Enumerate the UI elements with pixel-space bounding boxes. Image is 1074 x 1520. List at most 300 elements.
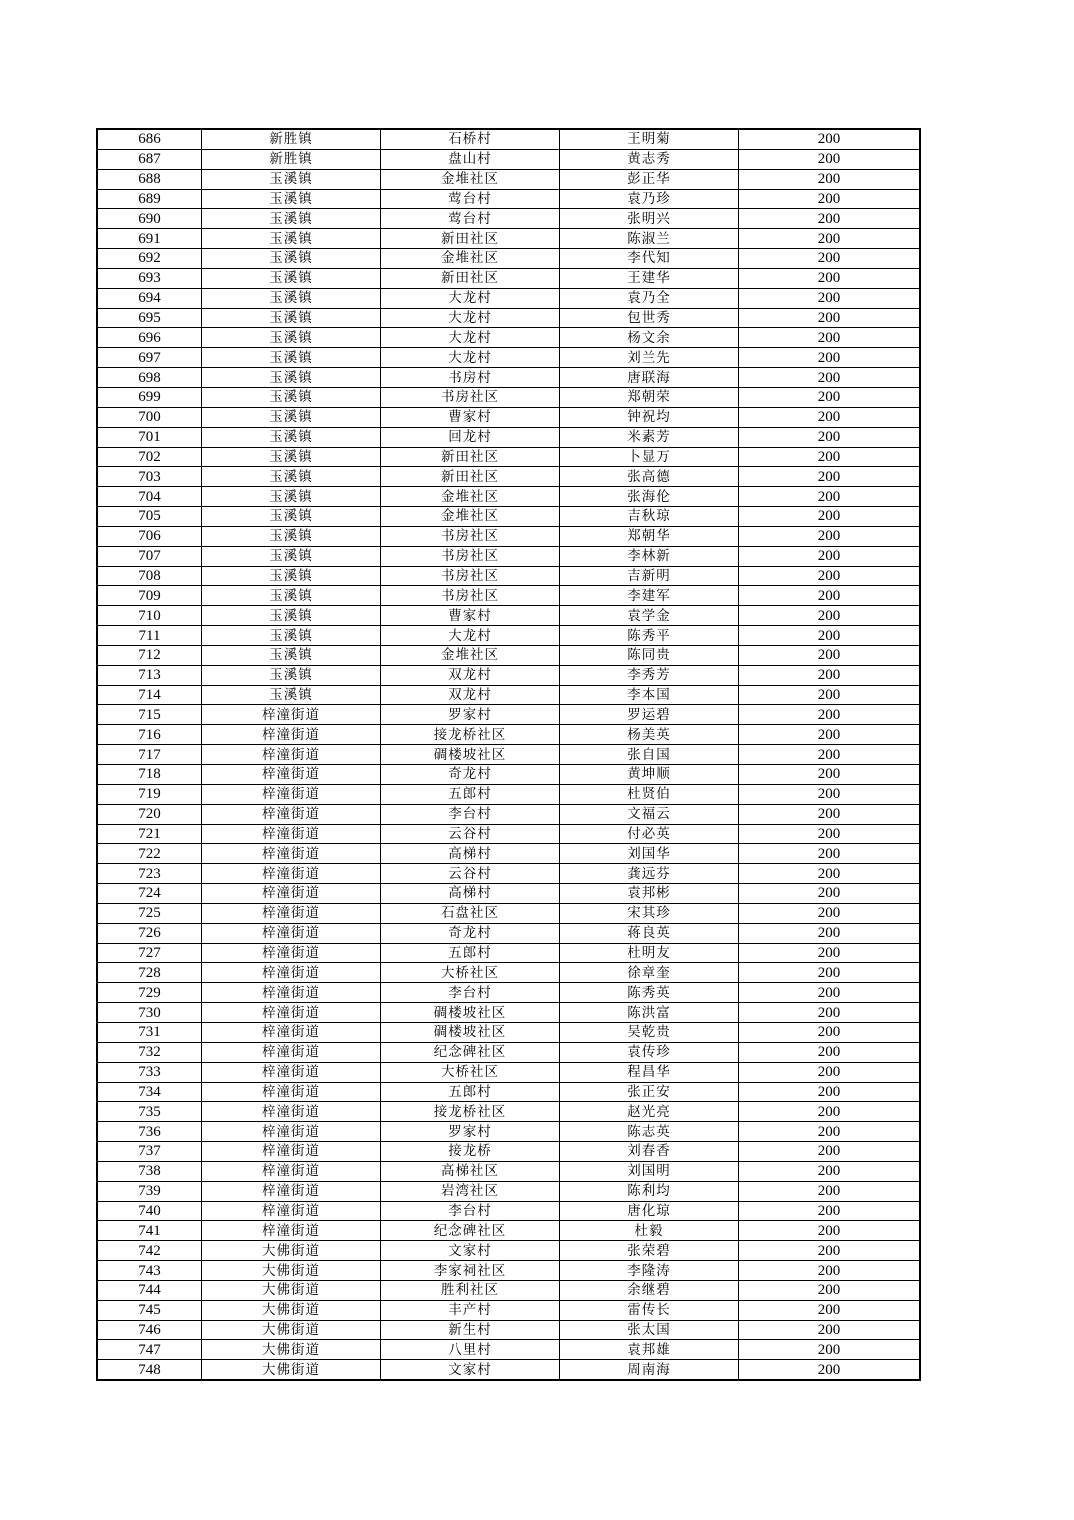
row-number-cell: 724	[98, 884, 202, 904]
township-cell: 梓潼街道	[202, 864, 381, 884]
row-number-cell: 693	[98, 268, 202, 288]
amount-cell: 200	[739, 685, 920, 705]
village-cell: 云谷村	[381, 864, 560, 884]
village-cell: 高梯村	[381, 884, 560, 904]
table-row	[98, 507, 920, 527]
person-name-cell: 文福云	[560, 804, 739, 824]
amount-cell: 200	[739, 626, 920, 646]
row-number-cell: 714	[98, 685, 202, 705]
table-row	[98, 804, 920, 824]
table-row	[98, 1340, 920, 1360]
person-name-cell: 陈淑兰	[560, 229, 739, 249]
row-number-cell: 741	[98, 1221, 202, 1241]
person-name-cell: 蒋良英	[560, 923, 739, 943]
amount-cell: 200	[739, 447, 920, 467]
amount-cell: 200	[739, 725, 920, 745]
table-row	[98, 387, 920, 407]
village-cell: 李台村	[381, 983, 560, 1003]
amount-cell: 200	[739, 149, 920, 169]
village-cell: 书房村	[381, 368, 560, 388]
amount-cell: 200	[739, 249, 920, 269]
person-name-cell: 刘国明	[560, 1161, 739, 1181]
row-number-cell: 702	[98, 447, 202, 467]
amount-cell: 200	[739, 665, 920, 685]
township-cell: 梓潼街道	[202, 824, 381, 844]
township-cell: 玉溪镇	[202, 507, 381, 527]
person-name-cell: 吴乾贵	[560, 1022, 739, 1042]
row-number-cell: 738	[98, 1161, 202, 1181]
village-cell: 五郎村	[381, 784, 560, 804]
row-number-cell: 720	[98, 804, 202, 824]
amount-cell: 200	[739, 923, 920, 943]
row-number-cell: 725	[98, 903, 202, 923]
table-row	[98, 1003, 920, 1023]
township-cell: 大佛街道	[202, 1360, 381, 1380]
village-cell: 大桥社区	[381, 963, 560, 983]
row-number-cell: 699	[98, 387, 202, 407]
village-cell: 书房社区	[381, 526, 560, 546]
amount-cell: 200	[739, 130, 920, 150]
amount-cell: 200	[739, 1122, 920, 1142]
row-number-cell: 704	[98, 487, 202, 507]
village-cell: 岩湾社区	[381, 1181, 560, 1201]
row-number-cell: 686	[98, 130, 202, 150]
village-cell: 新田社区	[381, 467, 560, 487]
table-row	[98, 189, 920, 209]
person-name-cell: 杜明友	[560, 943, 739, 963]
village-cell: 云谷村	[381, 824, 560, 844]
row-number-cell: 695	[98, 308, 202, 328]
village-cell: 金堆社区	[381, 507, 560, 527]
amount-cell: 200	[739, 1082, 920, 1102]
person-name-cell: 张自国	[560, 745, 739, 765]
table-row	[98, 348, 920, 368]
person-name-cell: 黄坤顺	[560, 765, 739, 785]
row-number-cell: 710	[98, 606, 202, 626]
row-number-cell: 707	[98, 546, 202, 566]
amount-cell: 200	[739, 169, 920, 189]
table-row	[98, 685, 920, 705]
township-cell: 玉溪镇	[202, 169, 381, 189]
village-cell: 纪念碑社区	[381, 1042, 560, 1062]
table-row	[98, 1201, 920, 1221]
amount-cell: 200	[739, 586, 920, 606]
village-cell: 接龙桥社区	[381, 725, 560, 745]
township-cell: 玉溪镇	[202, 626, 381, 646]
person-name-cell: 陈秀平	[560, 626, 739, 646]
row-number-cell: 711	[98, 626, 202, 646]
township-cell: 玉溪镇	[202, 268, 381, 288]
township-cell: 梓潼街道	[202, 1142, 381, 1162]
table-row	[98, 1062, 920, 1082]
table-row	[98, 705, 920, 725]
table-row	[98, 923, 920, 943]
amount-cell: 200	[739, 229, 920, 249]
village-cell: 八里村	[381, 1340, 560, 1360]
person-name-cell: 袁乃珍	[560, 189, 739, 209]
row-number-cell: 736	[98, 1122, 202, 1142]
township-cell: 大佛街道	[202, 1241, 381, 1261]
person-name-cell: 张太国	[560, 1320, 739, 1340]
township-cell: 梓潼街道	[202, 903, 381, 923]
row-number-cell: 696	[98, 328, 202, 348]
township-cell: 玉溪镇	[202, 288, 381, 308]
table-row	[98, 943, 920, 963]
township-cell: 玉溪镇	[202, 387, 381, 407]
person-name-cell: 余继碧	[560, 1280, 739, 1300]
township-cell: 梓潼街道	[202, 844, 381, 864]
row-number-cell: 747	[98, 1340, 202, 1360]
table-row	[98, 447, 920, 467]
table-row	[98, 229, 920, 249]
village-cell: 接龙桥	[381, 1142, 560, 1162]
table-row	[98, 1320, 920, 1340]
table-row	[98, 1221, 920, 1241]
person-name-cell: 杨美英	[560, 725, 739, 745]
row-number-cell: 727	[98, 943, 202, 963]
village-cell: 书房社区	[381, 546, 560, 566]
person-name-cell: 陈洪富	[560, 1003, 739, 1023]
row-number-cell: 726	[98, 923, 202, 943]
person-name-cell: 郑朝荣	[560, 387, 739, 407]
person-name-cell: 罗运碧	[560, 705, 739, 725]
row-number-cell: 740	[98, 1201, 202, 1221]
table-body	[98, 130, 920, 1380]
person-name-cell: 卜显万	[560, 447, 739, 467]
row-number-cell: 716	[98, 725, 202, 745]
table-row	[98, 1102, 920, 1122]
person-name-cell: 王建华	[560, 268, 739, 288]
amount-cell: 200	[739, 1003, 920, 1023]
amount-cell: 200	[739, 328, 920, 348]
person-name-cell: 陈利均	[560, 1181, 739, 1201]
village-cell: 高梯社区	[381, 1161, 560, 1181]
person-name-cell: 唐联海	[560, 368, 739, 388]
person-name-cell: 周南海	[560, 1360, 739, 1380]
village-cell: 书房社区	[381, 387, 560, 407]
amount-cell: 200	[739, 268, 920, 288]
table-row	[98, 407, 920, 427]
amount-cell: 200	[739, 1042, 920, 1062]
township-cell: 梓潼街道	[202, 1102, 381, 1122]
amount-cell: 200	[739, 784, 920, 804]
amount-cell: 200	[739, 1241, 920, 1261]
amount-cell: 200	[739, 1201, 920, 1221]
amount-cell: 200	[739, 983, 920, 1003]
row-number-cell: 689	[98, 189, 202, 209]
township-cell: 梓潼街道	[202, 1221, 381, 1241]
amount-cell: 200	[739, 645, 920, 665]
township-cell: 大佛街道	[202, 1280, 381, 1300]
village-cell: 李台村	[381, 804, 560, 824]
village-cell: 大龙村	[381, 626, 560, 646]
row-number-cell: 713	[98, 665, 202, 685]
table-row	[98, 1261, 920, 1281]
person-name-cell: 李秀芳	[560, 665, 739, 685]
township-cell: 梓潼街道	[202, 1062, 381, 1082]
table-row	[98, 784, 920, 804]
table-row	[98, 427, 920, 447]
village-cell: 文家村	[381, 1360, 560, 1380]
table-row	[98, 745, 920, 765]
township-cell: 玉溪镇	[202, 467, 381, 487]
township-cell: 玉溪镇	[202, 308, 381, 328]
amount-cell: 200	[739, 1280, 920, 1300]
village-cell: 曹家村	[381, 407, 560, 427]
table-row	[98, 983, 920, 1003]
person-name-cell: 龚远芬	[560, 864, 739, 884]
village-cell: 奇龙村	[381, 765, 560, 785]
row-number-cell: 703	[98, 467, 202, 487]
township-cell: 梓潼街道	[202, 705, 381, 725]
township-cell: 玉溪镇	[202, 566, 381, 586]
person-name-cell: 宋其珍	[560, 903, 739, 923]
township-cell: 梓潼街道	[202, 1161, 381, 1181]
row-number-cell: 739	[98, 1181, 202, 1201]
amount-cell: 200	[739, 566, 920, 586]
township-cell: 梓潼街道	[202, 1201, 381, 1221]
person-name-cell: 袁邦雄	[560, 1340, 739, 1360]
row-number-cell: 697	[98, 348, 202, 368]
village-cell: 莺台村	[381, 189, 560, 209]
person-name-cell: 李本国	[560, 685, 739, 705]
township-cell: 梓潼街道	[202, 1082, 381, 1102]
township-cell: 大佛街道	[202, 1340, 381, 1360]
township-cell: 梓潼街道	[202, 1042, 381, 1062]
village-cell: 碉楼坡社区	[381, 1003, 560, 1023]
row-number-cell: 688	[98, 169, 202, 189]
township-cell: 玉溪镇	[202, 447, 381, 467]
amount-cell: 200	[739, 407, 920, 427]
amount-cell: 200	[739, 884, 920, 904]
person-name-cell: 袁学金	[560, 606, 739, 626]
person-name-cell: 程昌华	[560, 1062, 739, 1082]
table-row	[98, 130, 920, 150]
row-number-cell: 721	[98, 824, 202, 844]
township-cell: 玉溪镇	[202, 586, 381, 606]
village-cell: 金堆社区	[381, 249, 560, 269]
person-name-cell: 黄志秀	[560, 149, 739, 169]
table-row	[98, 665, 920, 685]
township-cell: 新胜镇	[202, 149, 381, 169]
township-cell: 玉溪镇	[202, 407, 381, 427]
amount-cell: 200	[739, 427, 920, 447]
row-number-cell: 729	[98, 983, 202, 1003]
township-cell: 梓潼街道	[202, 983, 381, 1003]
village-cell: 石盘社区	[381, 903, 560, 923]
row-number-cell: 700	[98, 407, 202, 427]
village-cell: 双龙村	[381, 685, 560, 705]
township-cell: 玉溪镇	[202, 606, 381, 626]
row-number-cell: 701	[98, 427, 202, 447]
village-cell: 奇龙村	[381, 923, 560, 943]
person-name-cell: 袁邦彬	[560, 884, 739, 904]
table-row	[98, 308, 920, 328]
row-number-cell: 692	[98, 249, 202, 269]
village-cell: 碉楼坡社区	[381, 1022, 560, 1042]
village-cell: 纪念碑社区	[381, 1221, 560, 1241]
village-cell: 接龙桥社区	[381, 1102, 560, 1122]
township-cell: 大佛街道	[202, 1320, 381, 1340]
row-number-cell: 715	[98, 705, 202, 725]
person-name-cell: 包世秀	[560, 308, 739, 328]
township-cell: 梓潼街道	[202, 884, 381, 904]
village-cell: 石桥村	[381, 130, 560, 150]
row-number-cell: 746	[98, 1320, 202, 1340]
table-row	[98, 169, 920, 189]
table-row	[98, 546, 920, 566]
row-number-cell: 737	[98, 1142, 202, 1162]
township-cell: 玉溪镇	[202, 645, 381, 665]
amount-cell: 200	[739, 1181, 920, 1201]
township-cell: 玉溪镇	[202, 546, 381, 566]
table-row	[98, 1022, 920, 1042]
table-row	[98, 824, 920, 844]
village-cell: 新生村	[381, 1320, 560, 1340]
amount-cell: 200	[739, 745, 920, 765]
amount-cell: 200	[739, 308, 920, 328]
amount-cell: 200	[739, 526, 920, 546]
amount-cell: 200	[739, 765, 920, 785]
table-row	[98, 1300, 920, 1320]
table-row	[98, 1181, 920, 1201]
row-number-cell: 728	[98, 963, 202, 983]
township-cell: 玉溪镇	[202, 487, 381, 507]
person-name-cell: 陈同贵	[560, 645, 739, 665]
township-cell: 梓潼街道	[202, 1003, 381, 1023]
row-number-cell: 717	[98, 745, 202, 765]
village-cell: 文家村	[381, 1241, 560, 1261]
person-name-cell: 李林新	[560, 546, 739, 566]
person-name-cell: 赵光亮	[560, 1102, 739, 1122]
person-name-cell: 吉秋琼	[560, 507, 739, 527]
township-cell: 新胜镇	[202, 130, 381, 150]
township-cell: 梓潼街道	[202, 765, 381, 785]
village-cell: 大龙村	[381, 288, 560, 308]
township-cell: 梓潼街道	[202, 943, 381, 963]
amount-cell: 200	[739, 1161, 920, 1181]
person-name-cell: 郑朝华	[560, 526, 739, 546]
row-number-cell: 709	[98, 586, 202, 606]
table-row	[98, 963, 920, 983]
person-name-cell: 杨文余	[560, 328, 739, 348]
table-row	[98, 765, 920, 785]
row-number-cell: 744	[98, 1280, 202, 1300]
person-name-cell: 钟祝均	[560, 407, 739, 427]
table-row	[98, 566, 920, 586]
amount-cell: 200	[739, 546, 920, 566]
person-name-cell: 陈志英	[560, 1122, 739, 1142]
row-number-cell: 719	[98, 784, 202, 804]
table-row	[98, 487, 920, 507]
village-cell: 书房社区	[381, 566, 560, 586]
village-cell: 丰产村	[381, 1300, 560, 1320]
village-cell: 莺台村	[381, 209, 560, 229]
person-name-cell: 吉新明	[560, 566, 739, 586]
table-row	[98, 1122, 920, 1142]
table-row	[98, 328, 920, 348]
village-cell: 金堆社区	[381, 169, 560, 189]
person-name-cell: 米素芳	[560, 427, 739, 447]
amount-cell: 200	[739, 1062, 920, 1082]
table-row	[98, 249, 920, 269]
village-cell: 大桥社区	[381, 1062, 560, 1082]
amount-cell: 200	[739, 189, 920, 209]
village-cell: 高梯村	[381, 844, 560, 864]
township-cell: 玉溪镇	[202, 665, 381, 685]
township-cell: 玉溪镇	[202, 685, 381, 705]
row-number-cell: 745	[98, 1300, 202, 1320]
table-row	[98, 1142, 920, 1162]
table-row	[98, 268, 920, 288]
table-row	[98, 1280, 920, 1300]
row-number-cell: 698	[98, 368, 202, 388]
amount-cell: 200	[739, 1300, 920, 1320]
row-number-cell: 748	[98, 1360, 202, 1380]
township-cell: 玉溪镇	[202, 427, 381, 447]
village-cell: 回龙村	[381, 427, 560, 447]
village-cell: 书房社区	[381, 586, 560, 606]
amount-cell: 200	[739, 903, 920, 923]
person-name-cell: 张海伦	[560, 487, 739, 507]
row-number-cell: 691	[98, 229, 202, 249]
table-row	[98, 526, 920, 546]
township-cell: 梓潼街道	[202, 923, 381, 943]
row-number-cell: 735	[98, 1102, 202, 1122]
amount-cell: 200	[739, 1340, 920, 1360]
village-cell: 金堆社区	[381, 645, 560, 665]
table-row	[98, 1042, 920, 1062]
table-row	[98, 903, 920, 923]
amount-cell: 200	[739, 1320, 920, 1340]
amount-cell: 200	[739, 1221, 920, 1241]
township-cell: 梓潼街道	[202, 725, 381, 745]
township-cell: 大佛街道	[202, 1261, 381, 1281]
table-row	[98, 1161, 920, 1181]
table-row	[98, 1241, 920, 1261]
amount-cell: 200	[739, 1142, 920, 1162]
village-cell: 双龙村	[381, 665, 560, 685]
amount-cell: 200	[739, 606, 920, 626]
village-cell: 大龙村	[381, 328, 560, 348]
village-cell: 李台村	[381, 1201, 560, 1221]
table-row	[98, 645, 920, 665]
table-row	[98, 149, 920, 169]
village-cell: 新田社区	[381, 268, 560, 288]
amount-cell: 200	[739, 864, 920, 884]
row-number-cell: 706	[98, 526, 202, 546]
township-cell: 玉溪镇	[202, 368, 381, 388]
amount-cell: 200	[739, 209, 920, 229]
person-name-cell: 李隆涛	[560, 1261, 739, 1281]
table-row	[98, 725, 920, 745]
row-number-cell: 687	[98, 149, 202, 169]
table-row	[98, 1360, 920, 1380]
village-cell: 五郎村	[381, 1082, 560, 1102]
amount-cell: 200	[739, 1102, 920, 1122]
row-number-cell: 731	[98, 1022, 202, 1042]
township-cell: 梓潼街道	[202, 1022, 381, 1042]
amount-cell: 200	[739, 288, 920, 308]
table-row	[98, 209, 920, 229]
village-cell: 李家祠社区	[381, 1261, 560, 1281]
township-cell: 玉溪镇	[202, 328, 381, 348]
village-cell: 盘山村	[381, 149, 560, 169]
township-cell: 梓潼街道	[202, 1122, 381, 1142]
amount-cell: 200	[739, 348, 920, 368]
amount-cell: 200	[739, 943, 920, 963]
township-cell: 玉溪镇	[202, 209, 381, 229]
